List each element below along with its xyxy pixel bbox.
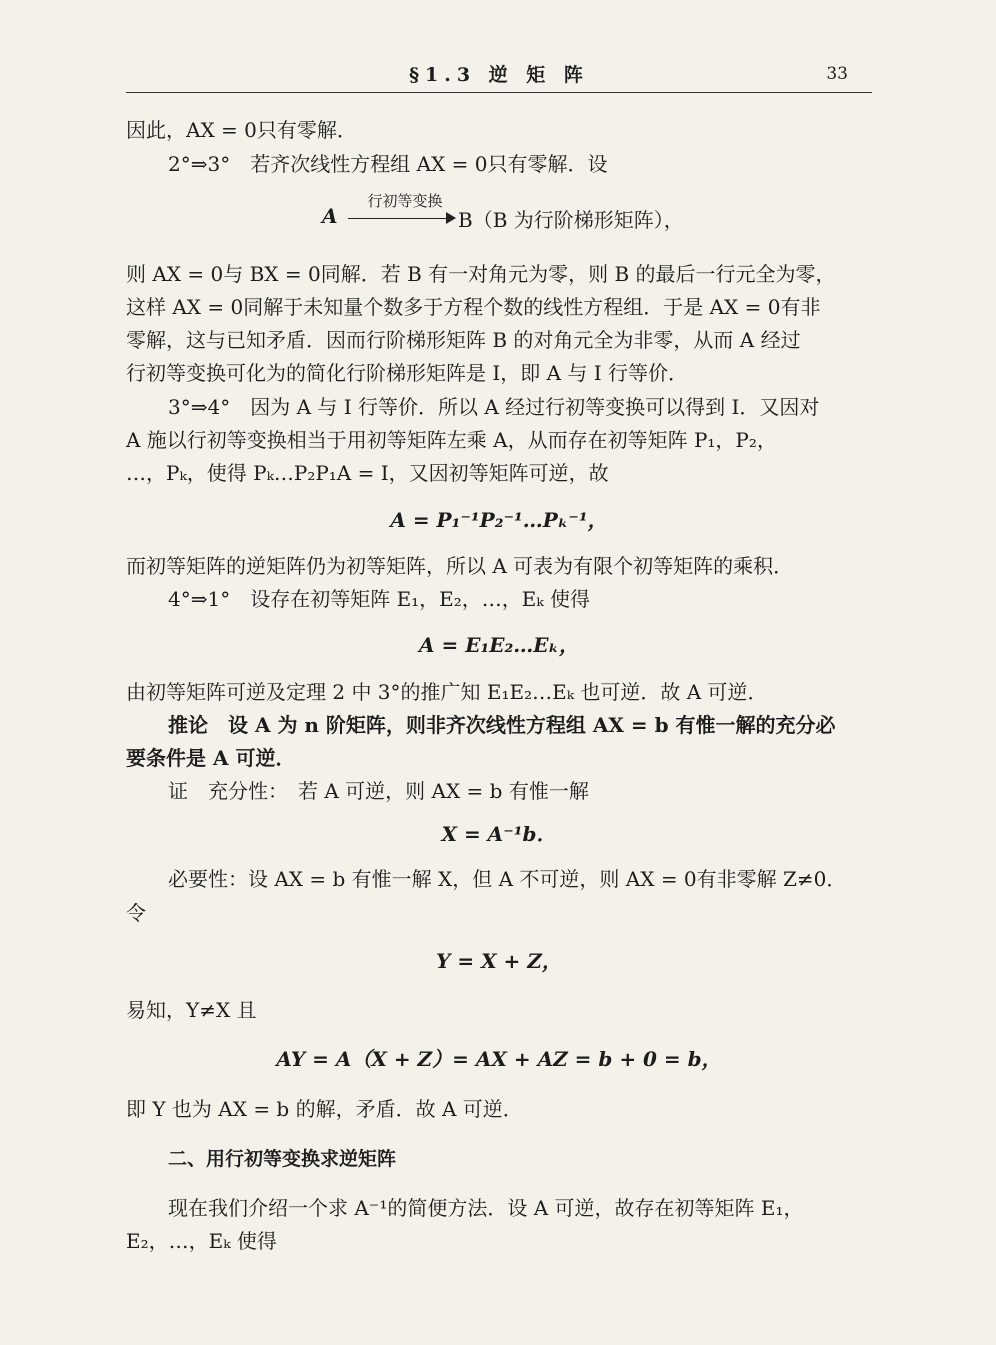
text-line: 零解，这与已知矛盾．因而行阶梯形矩阵 B 的对角元全为非零，从而 A 经过 bbox=[126, 328, 801, 352]
arrow-label: 行初等变换 bbox=[367, 192, 443, 210]
corollary-line: 推论 设 A 为 n 阶矩阵，则非齐次线性方程组 AX = b 有惟一解的充分必 bbox=[168, 713, 836, 737]
page-number: 33 bbox=[826, 64, 848, 84]
equation: Y = X + Z， bbox=[436, 949, 562, 973]
arrow-right-term: B（B 为行阶梯形矩阵）， bbox=[458, 208, 684, 232]
equation: X = A⁻¹b． bbox=[441, 822, 557, 846]
text-line: E₂，…，Eₖ 使得 bbox=[126, 1229, 277, 1253]
text-line: …，Pₖ，使得 Pₖ…P₂P₁A = I，又因初等矩阵可逆，故 bbox=[126, 461, 609, 485]
text-line: 易知，Y≠X 且 bbox=[126, 998, 257, 1022]
text-line: 现在我们介绍一个求 A⁻¹的简便方法．设 A 可逆，故存在初等矩阵 E₁， bbox=[168, 1196, 804, 1220]
text-line: 即 Y 也为 AX = b 的解，矛盾．故 A 可逆． bbox=[126, 1097, 523, 1121]
text-line: 行初等变换可化为的简化行阶梯形矩阵是 I，即 A 与 I 行等价． bbox=[126, 361, 689, 385]
text-line: 2°⇒3° 若齐次线性方程组 AX = 0只有零解．设 bbox=[168, 152, 608, 176]
transform-arrow-formula bbox=[322, 192, 752, 236]
text-line: 必要性：设 AX = b 有惟一解 X，但 A 不可逆，则 AX = 0有非零解 Z≠0． bbox=[168, 867, 847, 891]
running-header bbox=[126, 58, 872, 93]
section-title: §1.3 逆 矩 阵 bbox=[409, 64, 589, 86]
text-line: 4°⇒1° 设存在初等矩阵 E₁，E₂，…，Eₖ 使得 bbox=[168, 587, 591, 611]
arrow-head-icon bbox=[446, 212, 456, 224]
text-line: 因此，AX = 0只有零解． bbox=[126, 118, 357, 142]
text-line: 由初等矩阵可逆及定理 2 中 3°的推广知 E₁E₂…Eₖ 也可逆．故 A 可逆． bbox=[126, 680, 768, 704]
arrow-left-term: A bbox=[322, 204, 338, 228]
equation: AY = A（X + Z）= AX + AZ = b + 0 = b， bbox=[276, 1047, 722, 1071]
text-line: 3°⇒4° 因为 A 与 I 行等价．所以 A 经过行初等变换可以得到 I．又因对 bbox=[168, 395, 820, 419]
corollary-line: 要条件是 A 可逆． bbox=[126, 746, 296, 770]
text-line: 这样 AX = 0同解于未知量个数多于方程个数的线性方程组．于是 AX = 0有非 bbox=[126, 295, 821, 319]
section-heading: 二、用行初等变换求逆矩阵 bbox=[168, 1148, 397, 1170]
equation: A = P₁⁻¹P₂⁻¹…Pₖ⁻¹， bbox=[390, 508, 608, 532]
proof-line: 证 充分性： 若 A 可逆，则 AX = b 有惟一解 bbox=[168, 779, 589, 803]
text-line: 而初等矩阵的逆矩阵仍为初等矩阵，所以 A 可表为有限个初等矩阵的乘积． bbox=[126, 554, 794, 578]
text-line: A 施以行初等变换相当于用初等矩阵左乘 A，从而存在初等矩阵 P₁，P₂， bbox=[126, 428, 777, 452]
text-line: 令 bbox=[126, 901, 146, 925]
text-line: 则 AX = 0与 BX = 0同解．若 B 有一对角元为零，则 B 的最后一行元全为零， bbox=[126, 262, 836, 286]
equation: A = E₁E₂…Eₖ， bbox=[419, 633, 579, 657]
arrow-shaft bbox=[348, 218, 452, 219]
